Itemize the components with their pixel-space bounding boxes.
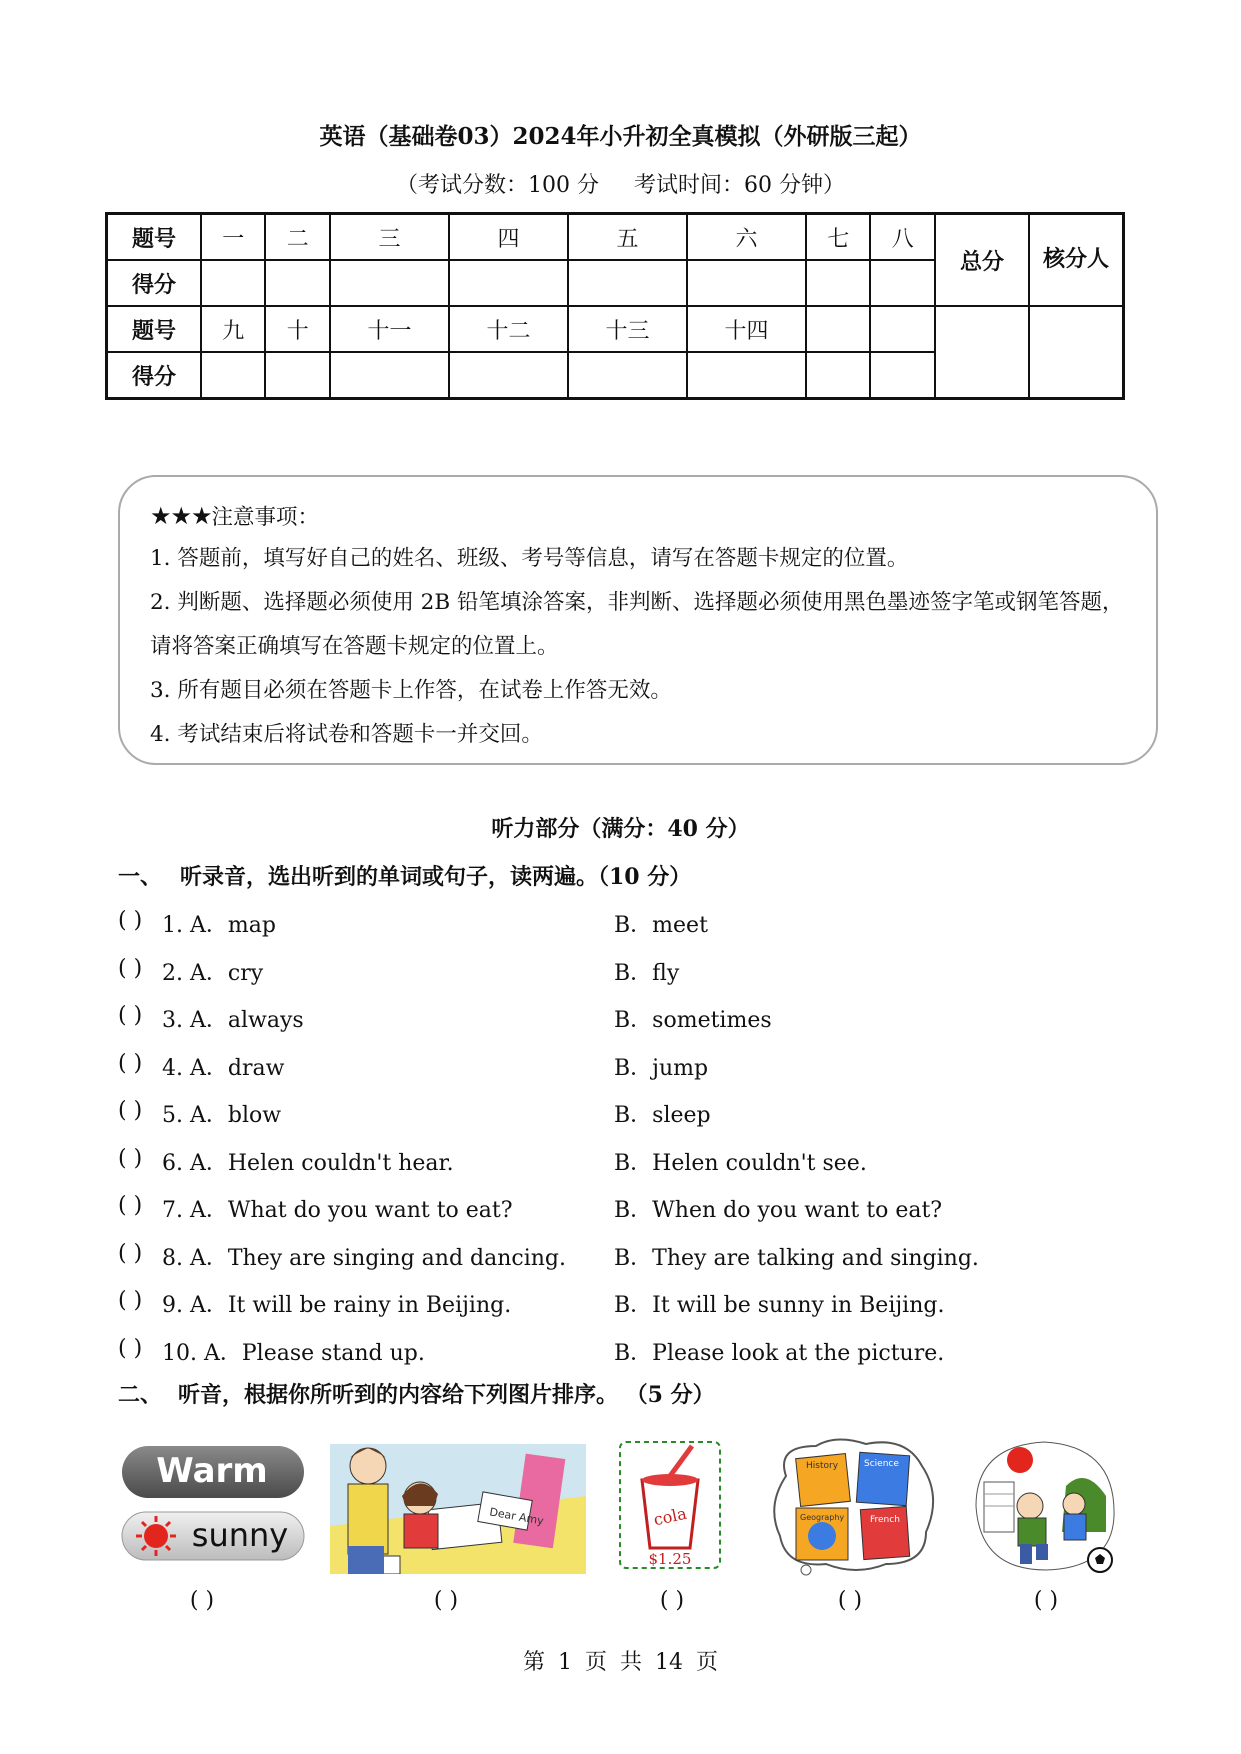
notice-item: 1. 答题前，填写好自己的姓名、班级、考号等信息，请写在答题卡规定的位置。 <box>150 546 909 571</box>
table-cell: 三 <box>330 214 449 261</box>
picture-label: sunny <box>191 1516 289 1554</box>
table-cell: 题号 <box>107 214 202 261</box>
option-a: 10. A．Please stand up. <box>162 1340 425 1366</box>
checker-label: 核分人 <box>1029 214 1124 307</box>
picture-label: cola <box>651 1503 689 1530</box>
score-cell[interactable] <box>806 260 870 306</box>
notice-box <box>118 475 1158 765</box>
option-a: 4. A．draw <box>162 1055 285 1081</box>
answer-blank[interactable]: ( ) <box>118 1193 143 1218</box>
question-row <box>118 1146 1118 1176</box>
picture-label: Dear Amy <box>488 1505 545 1528</box>
man-and-girl-writing-letter-picture <box>330 1436 586 1574</box>
option-a: 6. A．Helen couldn't hear. <box>162 1150 454 1176</box>
cola-cup-picture <box>612 1436 728 1574</box>
notice-item: 2. 判断题、选择题必须使用 2B 铅笔填涂答案，非判断、选择题必须使用黑色墨迹签字笔或钢笔答题，请将答案正确填写在答题卡规定的位置上。 <box>150 590 1124 659</box>
question-row <box>118 908 1118 938</box>
answer-blank[interactable]: ( ) <box>118 1145 143 1171</box>
option-b: B．meet <box>614 913 708 938</box>
page-footer: 第 1 页 共 14 页 <box>523 1650 718 1675</box>
answer-blank[interactable]: ( ) <box>118 908 143 933</box>
question-row <box>118 1193 1118 1223</box>
answer-blank[interactable]: ( ) <box>118 1335 143 1361</box>
checker-cell[interactable] <box>1029 306 1124 399</box>
order-blank[interactable]: ( ) <box>433 1588 459 1613</box>
option-b: B．sleep <box>614 1103 711 1128</box>
table-cell: 六 <box>687 214 806 261</box>
option-a: 2. A．cry <box>162 960 264 986</box>
part1-heading <box>118 860 691 891</box>
picture-label: Geography <box>800 1513 845 1522</box>
option-b: B．fly <box>614 960 680 986</box>
table-cell: 一 <box>201 214 265 261</box>
picture-label: Warm <box>156 1451 268 1491</box>
table-cell: 十 <box>265 306 329 352</box>
option-b: B．They are talking and singing. <box>614 1245 979 1271</box>
listening-section-title: 听力部分（满分：40 分） <box>491 816 750 842</box>
question-row <box>118 1241 1118 1271</box>
question-row <box>118 1051 1118 1081</box>
star-icon: ★★★ <box>150 502 212 530</box>
table-cell <box>870 306 935 352</box>
question-row <box>118 1098 1118 1128</box>
answer-blank[interactable]: ( ) <box>118 1240 143 1266</box>
score-cell[interactable] <box>687 352 806 399</box>
part1-number: 一、 <box>118 864 163 890</box>
option-b: B．Helen couldn't see. <box>614 1150 867 1176</box>
total-score-cell[interactable] <box>935 306 1029 399</box>
score-cell[interactable] <box>449 260 568 306</box>
table-cell: 七 <box>806 214 870 261</box>
score-cell[interactable] <box>870 260 935 306</box>
table-cell: 题号 <box>107 306 202 352</box>
table-cell: 九 <box>201 306 265 352</box>
score-cell[interactable] <box>568 352 687 399</box>
score-cell[interactable] <box>687 260 806 306</box>
score-cell[interactable] <box>449 352 568 399</box>
picture-label: History <box>806 1461 839 1471</box>
warm-sunny-weather-picture <box>120 1436 308 1574</box>
score-table <box>105 212 1125 400</box>
notice-title: 注意事项： <box>211 505 320 530</box>
exam-title: 英语（基础卷03）2024年小升初全真模拟（外研版三起） <box>319 123 922 150</box>
table-cell: 十四 <box>687 306 806 352</box>
question-row <box>118 1336 1118 1366</box>
score-cell[interactable] <box>806 352 870 399</box>
exam-subtitle <box>0 168 1241 199</box>
question-row <box>118 1003 1118 1033</box>
table-cell: 五 <box>568 214 687 261</box>
score-cell[interactable] <box>201 260 265 306</box>
answer-blank[interactable]: ( ) <box>118 1288 143 1313</box>
answer-blank[interactable]: ( ) <box>118 1098 143 1123</box>
score-cell[interactable] <box>265 352 329 399</box>
option-a: 5. A．blow <box>162 1103 282 1128</box>
table-cell: 八 <box>870 214 935 261</box>
table-cell <box>806 306 870 352</box>
time-info: 考试时间：60 分钟） <box>634 173 845 198</box>
part2-instruction: 听音，根据你所听到的内容给下列图片排序。 （5 分） <box>178 1382 715 1408</box>
option-b: B．Please look at the picture. <box>614 1340 945 1366</box>
table-cell: 十三 <box>568 306 687 352</box>
option-a: 7. A．What do you want to eat? <box>162 1198 513 1223</box>
option-a: 1. A．map <box>162 913 276 938</box>
question-row <box>118 1288 1118 1318</box>
score-cell[interactable] <box>568 260 687 306</box>
table-cell: 得分 <box>107 352 202 399</box>
picture-label: Science <box>864 1459 899 1469</box>
total-score-label: 总分 <box>935 214 1029 307</box>
order-blank[interactable]: ( ) <box>659 1588 685 1613</box>
option-a: 8. A．They are singing and dancing. <box>162 1245 566 1271</box>
boys-playing-football-picture <box>966 1436 1122 1574</box>
notice-item: 4. 考试结束后将试卷和答题卡一并交回。 <box>150 722 543 747</box>
score-info: （考试分数：100 分 <box>396 173 599 198</box>
score-cell[interactable] <box>330 352 449 399</box>
order-blank[interactable]: ( ) <box>1033 1588 1059 1613</box>
picture-label: $1.25 <box>648 1550 692 1568</box>
part2-heading <box>118 1378 715 1409</box>
answer-blank[interactable]: ( ) <box>118 955 143 981</box>
answer-blank[interactable]: ( ) <box>118 1050 143 1076</box>
table-cell: 十一 <box>330 306 449 352</box>
option-a: 3. A．always <box>162 1008 304 1033</box>
notice-heading <box>150 497 1126 537</box>
option-b: B．It will be sunny in Beijing. <box>614 1293 945 1318</box>
score-cell[interactable] <box>265 260 329 306</box>
table-cell: 得分 <box>107 260 202 306</box>
score-cell[interactable] <box>330 260 449 306</box>
option-b: B．jump <box>614 1055 709 1081</box>
score-cell[interactable] <box>870 352 935 399</box>
table-cell: 二 <box>265 214 329 261</box>
score-cell[interactable] <box>201 352 265 399</box>
order-blank[interactable]: ( ) <box>837 1588 863 1613</box>
table-cell: 四 <box>449 214 568 261</box>
notice-item: 3. 所有题目必须在答题卡上作答，在试卷上作答无效。 <box>150 678 672 703</box>
option-b: B．sometimes <box>614 1008 772 1033</box>
school-books-picture <box>766 1436 940 1574</box>
part2-number: 二、 <box>118 1382 163 1408</box>
table-cell: 十二 <box>449 306 568 352</box>
option-a: 9. A．It will be rainy in Beijing. <box>162 1293 512 1318</box>
part1-instruction: 听录音，选出听到的单词或句子，读两遍。（10 分） <box>180 864 692 890</box>
order-blank[interactable]: ( ) <box>189 1588 215 1613</box>
picture-label: French <box>870 1515 900 1525</box>
question-row <box>118 956 1118 986</box>
option-b: B．When do you want to eat? <box>614 1198 943 1223</box>
answer-blank[interactable]: ( ) <box>118 1003 143 1028</box>
